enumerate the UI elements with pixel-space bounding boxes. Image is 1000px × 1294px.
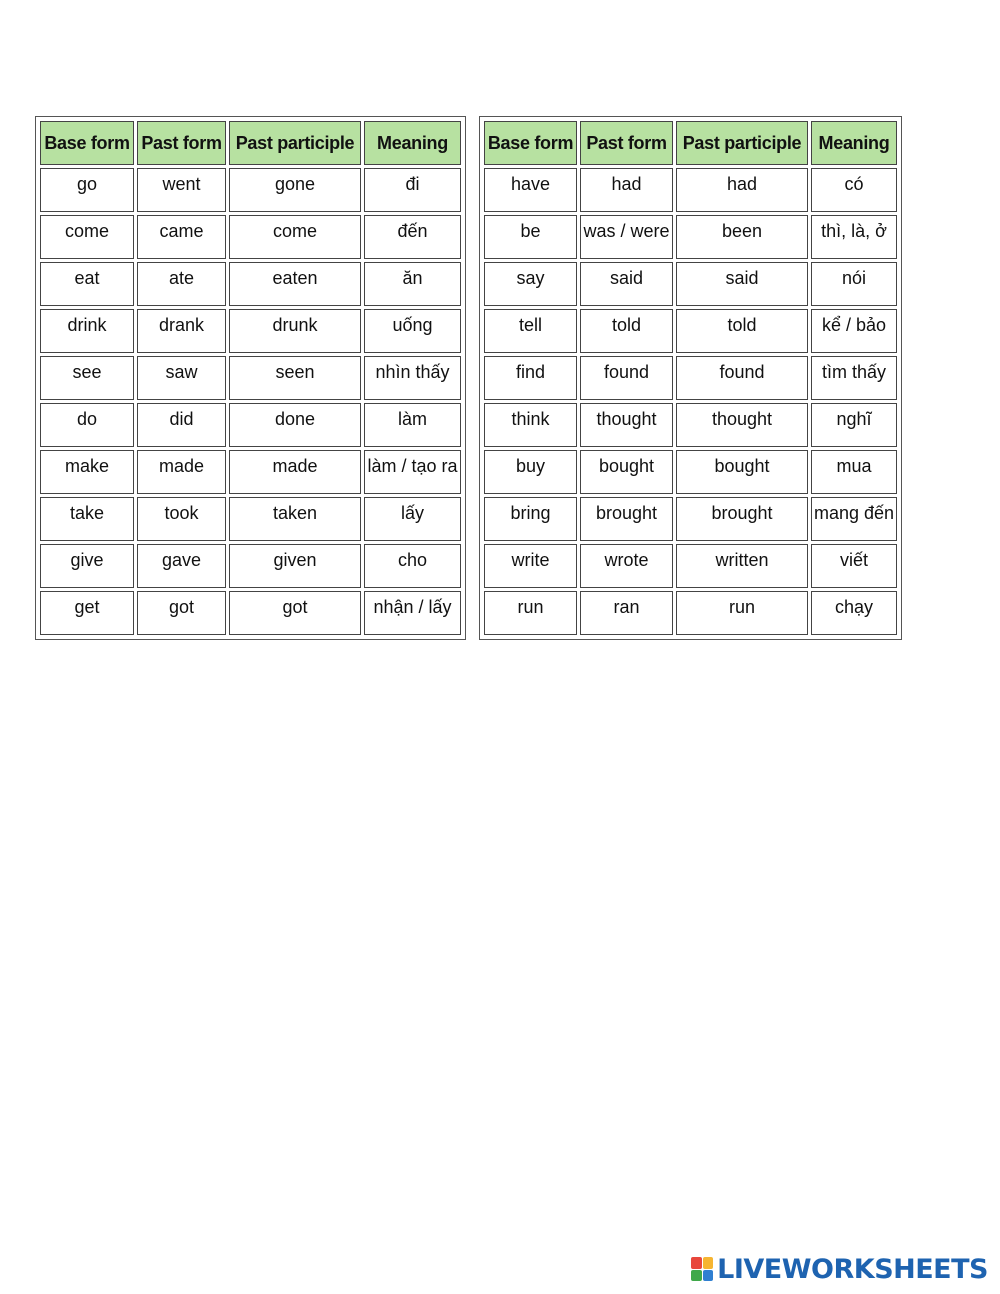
meaning-cell: làm [364, 403, 461, 447]
base-form-cell: give [40, 544, 134, 588]
header-meaning: Meaning [811, 121, 897, 165]
base-form-cell: think [484, 403, 577, 447]
meaning-cell: chạy [811, 591, 897, 635]
table-row [484, 215, 897, 259]
base-form-cell: go [40, 168, 134, 212]
table-row [40, 215, 461, 259]
past-form-cell: had [580, 168, 673, 212]
header-base-form: Base form [40, 121, 134, 165]
past-form-cell: told [580, 309, 673, 353]
table-row [40, 591, 461, 635]
past-form-cell: found [580, 356, 673, 400]
base-form-cell: see [40, 356, 134, 400]
base-form-cell: be [484, 215, 577, 259]
meaning-cell: lấy [364, 497, 461, 541]
past-form-cell: did [137, 403, 226, 447]
past-form-cell: saw [137, 356, 226, 400]
past-participle-cell: done [229, 403, 361, 447]
past-form-cell: got [137, 591, 226, 635]
base-form-cell: run [484, 591, 577, 635]
meaning-cell: làm / tạo ra [364, 450, 461, 494]
meaning-cell: thì, là, ở [811, 215, 897, 259]
meaning-cell: mua [811, 450, 897, 494]
past-participle-cell: found [676, 356, 808, 400]
base-form-cell: drink [40, 309, 134, 353]
past-participle-cell: seen [229, 356, 361, 400]
meaning-cell: có [811, 168, 897, 212]
base-form-cell: find [484, 356, 577, 400]
table-row [484, 168, 897, 212]
meaning-cell: đến [364, 215, 461, 259]
past-form-cell: said [580, 262, 673, 306]
table-row [484, 403, 897, 447]
base-form-cell: eat [40, 262, 134, 306]
past-form-cell: wrote [580, 544, 673, 588]
liveworksheets-logo-icon [691, 1257, 713, 1281]
past-participle-cell: made [229, 450, 361, 494]
table-row [484, 262, 897, 306]
past-form-cell: ran [580, 591, 673, 635]
meaning-cell: tìm thấy [811, 356, 897, 400]
past-participle-cell: brought [676, 497, 808, 541]
irregular-verbs-table-right [479, 116, 902, 640]
meaning-cell: mang đến [811, 497, 897, 541]
table-row [484, 591, 897, 635]
table-row [40, 356, 461, 400]
header-past-participle: Past participle [229, 121, 361, 165]
past-participle-cell: eaten [229, 262, 361, 306]
meaning-cell: uống [364, 309, 461, 353]
past-participle-cell: got [229, 591, 361, 635]
past-participle-cell: given [229, 544, 361, 588]
past-form-cell: came [137, 215, 226, 259]
past-form-cell: drank [137, 309, 226, 353]
past-form-cell: took [137, 497, 226, 541]
table-row [484, 356, 897, 400]
past-participle-cell: bought [676, 450, 808, 494]
base-form-cell: get [40, 591, 134, 635]
meaning-cell: nghĩ [811, 403, 897, 447]
base-form-cell: take [40, 497, 134, 541]
meaning-cell: cho [364, 544, 461, 588]
past-form-cell: ate [137, 262, 226, 306]
past-participle-cell: drunk [229, 309, 361, 353]
meaning-cell: đi [364, 168, 461, 212]
table-row [40, 544, 461, 588]
past-participle-cell: said [676, 262, 808, 306]
table-row [484, 544, 897, 588]
table-body [484, 168, 897, 635]
past-participle-cell: had [676, 168, 808, 212]
table-row [484, 497, 897, 541]
base-form-cell: bring [484, 497, 577, 541]
table-row [40, 403, 461, 447]
past-form-cell: gave [137, 544, 226, 588]
base-form-cell: say [484, 262, 577, 306]
base-form-cell: make [40, 450, 134, 494]
past-participle-cell: come [229, 215, 361, 259]
table-body [40, 168, 461, 635]
header-past-form: Past form [580, 121, 673, 165]
base-form-cell: write [484, 544, 577, 588]
table-row [40, 168, 461, 212]
past-participle-cell: taken [229, 497, 361, 541]
past-form-cell: made [137, 450, 226, 494]
base-form-cell: buy [484, 450, 577, 494]
base-form-cell: have [484, 168, 577, 212]
header-past-participle: Past participle [676, 121, 808, 165]
meaning-cell: ăn [364, 262, 461, 306]
meaning-cell: nói [811, 262, 897, 306]
meaning-cell: nhận / lấy [364, 591, 461, 635]
meaning-cell: viết [811, 544, 897, 588]
header-past-form: Past form [137, 121, 226, 165]
brand-name: LIVEWORKSHEETS [717, 1253, 988, 1285]
header-meaning: Meaning [364, 121, 461, 165]
base-form-cell: tell [484, 309, 577, 353]
past-participle-cell: thought [676, 403, 808, 447]
past-participle-cell: been [676, 215, 808, 259]
base-form-cell: do [40, 403, 134, 447]
table-row [40, 309, 461, 353]
header-base-form: Base form [484, 121, 577, 165]
table-row [484, 450, 897, 494]
header-row [40, 121, 461, 165]
past-participle-cell: written [676, 544, 808, 588]
table-row [40, 262, 461, 306]
liveworksheets-brand [691, 1253, 988, 1285]
base-form-cell: come [40, 215, 134, 259]
table-row [40, 450, 461, 494]
table-row [40, 497, 461, 541]
past-form-cell: brought [580, 497, 673, 541]
past-participle-cell: run [676, 591, 808, 635]
table-row [484, 309, 897, 353]
past-participle-cell: gone [229, 168, 361, 212]
meaning-cell: kể / bảo [811, 309, 897, 353]
past-form-cell: bought [580, 450, 673, 494]
past-participle-cell: told [676, 309, 808, 353]
header-row [484, 121, 897, 165]
past-form-cell: was / were [580, 215, 673, 259]
irregular-verbs-table-left [35, 116, 466, 640]
past-form-cell: went [137, 168, 226, 212]
meaning-cell: nhìn thấy [364, 356, 461, 400]
past-form-cell: thought [580, 403, 673, 447]
